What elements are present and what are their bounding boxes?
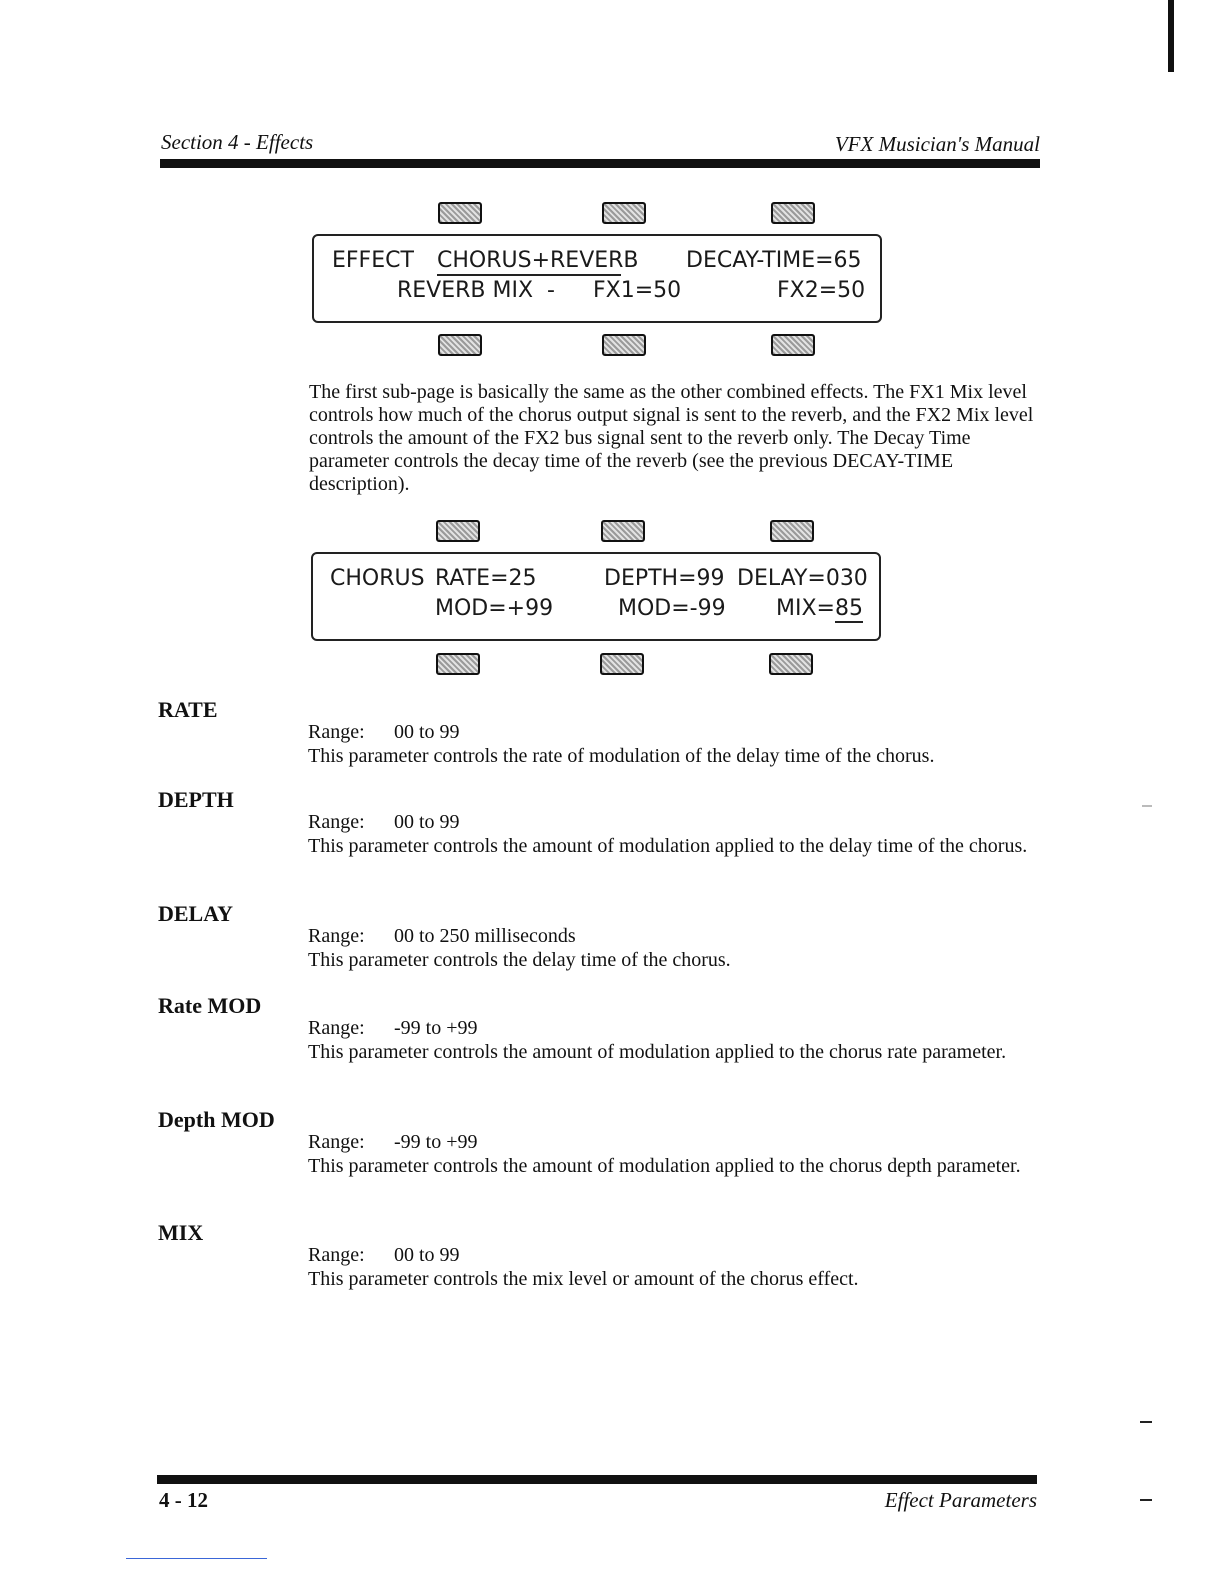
page-number: 4 - 12 xyxy=(159,1488,208,1512)
lcd-decay-time[interactable]: DECAY-TIME=65 xyxy=(686,248,862,273)
soft-button-top-3[interactable] xyxy=(770,520,814,542)
margin-mark xyxy=(1142,805,1152,807)
lcd-rate-mod[interactable]: MOD=+99 xyxy=(435,596,554,621)
param-description: This parameter controls the mix level or amount of the chorus effect. xyxy=(308,1268,859,1290)
param-description: This parameter controls the delay time of the chorus. xyxy=(308,949,731,971)
range-label: Range: xyxy=(308,925,365,947)
range-label: Range: xyxy=(308,1017,365,1039)
lcd-reverb-mix-label: REVERB MIX - xyxy=(397,278,555,303)
soft-button-top-2[interactable] xyxy=(602,202,646,224)
param-term-depth: DEPTH xyxy=(158,787,234,812)
param-term-rate: RATE xyxy=(158,697,218,722)
range-label: Range: xyxy=(308,811,365,833)
range-label: Range: xyxy=(308,721,365,743)
param-description: This parameter controls the amount of modulation applied to the delay time of the chorus. xyxy=(308,835,1028,857)
param-term-depth-mod: Depth MOD xyxy=(158,1107,275,1132)
lcd-chorus-label: CHORUS xyxy=(330,566,425,591)
page-edge-bar xyxy=(1168,0,1174,72)
lcd-mix-label: MIX= xyxy=(776,596,835,621)
param-range xyxy=(308,1244,460,1267)
manual-title: VFX Musician's Manual xyxy=(834,132,1040,156)
lcd-depth-mod[interactable]: MOD=-99 xyxy=(618,596,726,621)
range-value: 00 to 99 xyxy=(394,1244,460,1266)
margin-mark xyxy=(1140,1499,1152,1501)
param-term-mix: MIX xyxy=(158,1220,204,1245)
soft-button-bottom-2[interactable] xyxy=(600,653,644,675)
param-range xyxy=(308,1017,478,1040)
intro-paragraph: The first sub-page is basically the same as the other combined effects. The FX1 Mix level controls how much of the chorus output signal is sent to the reverb, and the FX2 Mix level controls the amount of the FX2 bus signal sent to the reverb only. The Decay Time parameter controls the decay time of the reverb (see the previous DECAY-TIME description). xyxy=(309,381,1034,495)
header-rule xyxy=(160,159,1040,168)
param-description: This parameter controls the rate of modulation of the delay time of the chorus. xyxy=(308,745,935,767)
lcd-fx1-mix[interactable]: FX1=50 xyxy=(593,278,682,303)
range-value: -99 to +99 xyxy=(394,1131,478,1153)
lcd-mix-value: 85 xyxy=(834,596,863,621)
footer-link-underline xyxy=(126,1558,267,1559)
lcd-depth[interactable]: DEPTH=99 xyxy=(604,566,725,591)
lcd-mix[interactable] xyxy=(776,596,863,622)
param-range xyxy=(308,721,460,744)
chapter-title: Effect Parameters xyxy=(884,1488,1037,1512)
footer-rule xyxy=(157,1475,1037,1484)
param-term-rate-mod: Rate MOD xyxy=(158,993,262,1018)
soft-button-top-2[interactable] xyxy=(601,520,645,542)
lcd-fx2-mix[interactable]: FX2=50 xyxy=(777,278,866,303)
range-value: -99 to +99 xyxy=(394,1017,478,1039)
soft-button-top-3[interactable] xyxy=(771,202,815,224)
param-description: This parameter controls the amount of modulation applied to the chorus depth parameter. xyxy=(308,1155,1021,1177)
param-description: This parameter controls the amount of modulation applied to the chorus rate parameter. xyxy=(308,1041,1007,1063)
margin-mark xyxy=(1140,1421,1152,1423)
lcd-display-chorus-reverb xyxy=(312,234,882,323)
range-value: 00 to 250 milliseconds xyxy=(394,925,576,947)
param-range xyxy=(308,925,576,948)
soft-button-top-1[interactable] xyxy=(436,520,480,542)
lcd-effect-value[interactable]: CHORUS+REVERB xyxy=(437,248,621,276)
soft-button-bottom-2[interactable] xyxy=(602,334,646,356)
range-value: 00 to 99 xyxy=(394,721,460,743)
section-title: Section 4 - Effects xyxy=(161,130,314,154)
lcd-delay[interactable]: DELAY=030 xyxy=(737,566,868,591)
range-value: 00 to 99 xyxy=(394,811,460,833)
param-range xyxy=(308,811,460,834)
lcd-display-chorus xyxy=(311,552,881,641)
param-term-delay: DELAY xyxy=(158,901,233,926)
soft-button-bottom-1[interactable] xyxy=(438,334,482,356)
soft-button-top-1[interactable] xyxy=(438,202,482,224)
soft-button-bottom-3[interactable] xyxy=(769,653,813,675)
lcd-effect-label: EFFECT xyxy=(332,248,414,273)
soft-button-bottom-3[interactable] xyxy=(771,334,815,356)
lcd-rate[interactable]: RATE=25 xyxy=(435,566,537,591)
range-label: Range: xyxy=(308,1131,365,1153)
param-range xyxy=(308,1131,478,1154)
soft-button-bottom-1[interactable] xyxy=(436,653,480,675)
range-label: Range: xyxy=(308,1244,365,1266)
